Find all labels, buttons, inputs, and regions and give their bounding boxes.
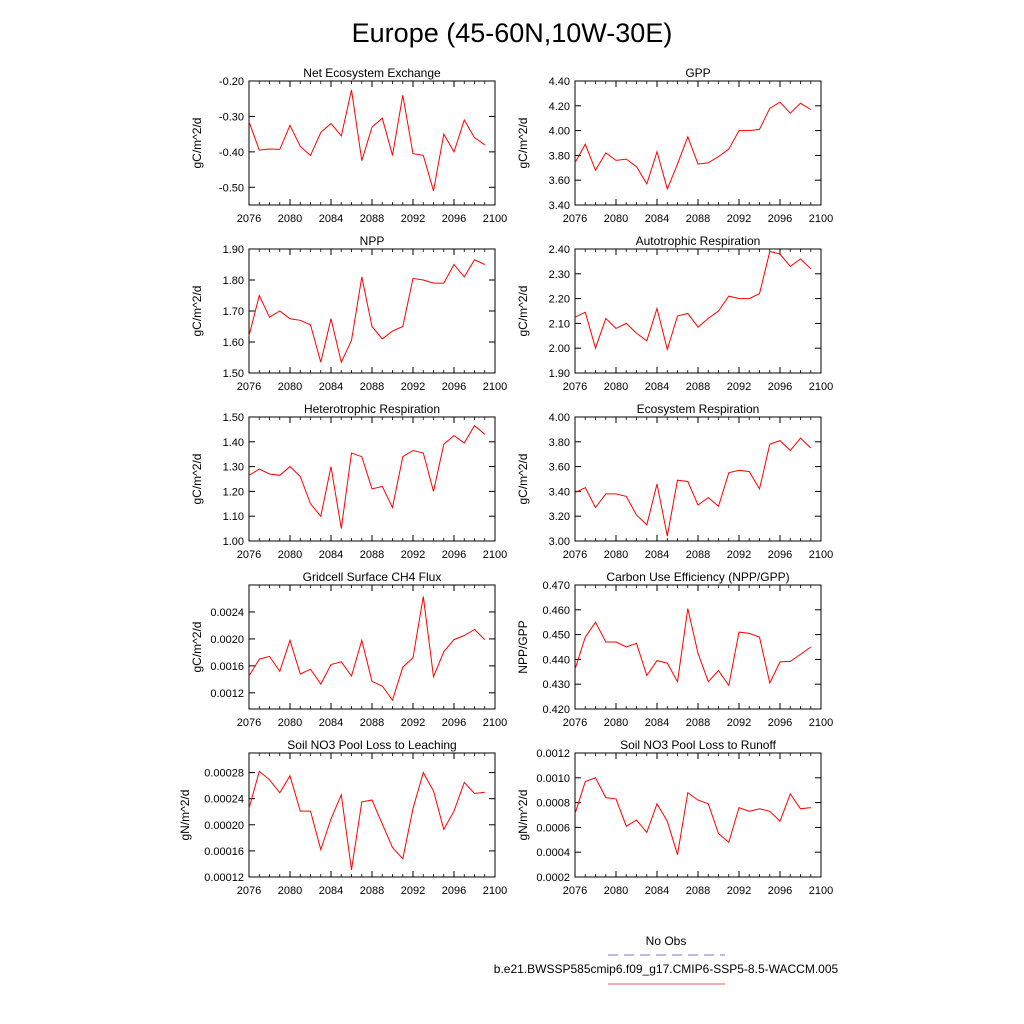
y-tick-label: 3.60	[548, 461, 570, 474]
plot-frame	[575, 249, 821, 373]
x-tick-label: 2088	[359, 381, 385, 393]
y-tick-label: 1.60	[222, 337, 244, 349]
x-tick-label: 2076	[562, 549, 588, 561]
x-tick-label: 2080	[603, 717, 629, 729]
x-tick-label: 2080	[603, 885, 629, 897]
x-tick-label: 2076	[562, 381, 588, 393]
x-tick-label: 2096	[441, 213, 467, 225]
x-tick-label: 2084	[318, 885, 344, 897]
series-line	[249, 260, 485, 362]
y-tick-label: 3.20	[548, 511, 570, 524]
y-axis-label: gC/m^2/d	[516, 285, 530, 337]
x-tick-label: 2100	[482, 885, 508, 897]
y-axis-label: gC/m^2/d	[516, 117, 530, 169]
plot-frame	[575, 585, 821, 709]
chart-panel-net-ecosystem-exchange	[190, 66, 507, 225]
series-line	[249, 597, 485, 701]
x-tick-label: 2096	[441, 717, 467, 729]
x-tick-label: 2100	[482, 381, 508, 393]
y-tick-label: 0.0006	[536, 822, 570, 835]
x-tick-label: 2076	[236, 549, 262, 561]
y-tick-label: 0.0004	[536, 847, 570, 860]
series-line	[575, 252, 811, 350]
panel-grid	[178, 66, 833, 897]
x-tick-label: 2084	[318, 549, 344, 561]
x-tick-label: 2076	[562, 717, 588, 729]
y-tick-label: 1.00	[222, 536, 244, 548]
x-tick-label: 2096	[441, 549, 467, 561]
plot-frame	[249, 81, 495, 205]
y-tick-label: 1.20	[222, 486, 244, 499]
x-tick-label: 2092	[726, 885, 752, 897]
y-axis-label: NPP/GPP	[516, 620, 530, 674]
chart-panel-carbon-use-efficiency-npp-gpp	[516, 570, 833, 729]
x-tick-label: 2096	[441, 381, 467, 393]
y-tick-label: 0.450	[542, 629, 570, 642]
x-tick-label: 2080	[277, 213, 303, 225]
y-tick-label: 0.460	[542, 604, 570, 617]
y-tick-label: 0.00016	[204, 845, 244, 858]
y-axis-label: gN/m^2/d	[516, 789, 530, 841]
x-tick-label: 2100	[482, 717, 508, 729]
x-tick-label: 2076	[562, 885, 588, 897]
y-tick-label: 1.90	[222, 244, 244, 256]
x-tick-label: 2100	[482, 549, 508, 561]
panel-title: Net Ecosystem Exchange	[303, 66, 441, 80]
panel-title: Autotrophic Respiration	[635, 234, 761, 248]
chart-panel-heterotrophic-respiration	[190, 402, 507, 561]
y-tick-label: 4.40	[548, 76, 570, 88]
y-tick-label: 0.0008	[536, 797, 570, 810]
plot-frame	[249, 249, 495, 373]
x-tick-label: 2092	[400, 717, 426, 729]
x-tick-label: 2100	[808, 549, 834, 561]
x-tick-label: 2076	[236, 885, 262, 897]
x-tick-label: 2092	[400, 213, 426, 225]
panel-title: Soil NO3 Pool Loss to Leaching	[287, 738, 457, 752]
y-tick-label: 2.10	[548, 318, 570, 331]
y-axis-label: gC/m^2/d	[516, 453, 530, 505]
chart-panel-gridcell-surface-ch4-flux	[190, 570, 507, 729]
y-tick-label: 3.60	[548, 175, 570, 188]
x-tick-label: 2100	[808, 381, 834, 393]
panel-title: Carbon Use Efficiency (NPP/GPP)	[606, 570, 790, 584]
y-tick-label: 1.10	[222, 511, 244, 524]
x-tick-label: 2080	[603, 213, 629, 225]
x-tick-label: 2096	[441, 885, 467, 897]
x-tick-label: 2080	[277, 717, 303, 729]
x-tick-label: 2092	[726, 549, 752, 561]
x-tick-label: 2088	[685, 381, 711, 393]
legend-label-no-obs: No Obs	[645, 934, 687, 948]
y-tick-label: 1.80	[222, 275, 244, 287]
panel-title: GPP	[685, 66, 711, 80]
y-tick-label: 0.0020	[210, 633, 244, 646]
y-tick-label: 2.40	[548, 244, 570, 256]
y-tick-label: 0.420	[542, 704, 570, 716]
x-tick-label: 2096	[767, 717, 793, 729]
y-tick-label: 1.70	[222, 306, 244, 318]
panel-title: Ecosystem Respiration	[636, 402, 760, 416]
y-tick-label: 0.0010	[536, 772, 570, 785]
y-tick-label: 0.0016	[210, 660, 244, 673]
y-tick-label: 0.0024	[210, 606, 244, 619]
series-line	[249, 90, 485, 191]
x-tick-label: 2088	[359, 885, 385, 897]
x-tick-label: 2080	[277, 885, 303, 897]
y-tick-label: 3.40	[548, 200, 570, 212]
x-tick-label: 2096	[767, 381, 793, 393]
x-tick-label: 2076	[236, 381, 262, 393]
x-tick-label: 2100	[808, 885, 834, 897]
y-tick-label: 3.00	[548, 536, 570, 548]
y-tick-label: 0.00028	[204, 767, 244, 780]
x-tick-label: 2084	[644, 885, 670, 897]
y-axis-label: gN/m^2/d	[178, 789, 192, 841]
x-tick-label: 2080	[603, 549, 629, 561]
y-tick-label: 0.430	[542, 679, 570, 692]
x-tick-label: 2092	[726, 213, 752, 225]
plot-frame	[249, 753, 495, 877]
y-tick-label: 2.20	[548, 293, 570, 306]
x-tick-label: 2096	[767, 885, 793, 897]
x-tick-label: 2084	[318, 717, 344, 729]
y-tick-label: 4.00	[548, 412, 570, 424]
x-tick-label: 2084	[644, 381, 670, 393]
x-tick-label: 2092	[400, 549, 426, 561]
x-tick-label: 2088	[685, 885, 711, 897]
y-tick-label: 3.80	[548, 436, 570, 449]
x-tick-label: 2088	[359, 213, 385, 225]
x-tick-label: 2084	[318, 213, 344, 225]
plot-frame	[575, 81, 821, 205]
y-tick-label: 1.30	[222, 461, 244, 474]
figure-title: Europe (45-60N,10W-30E)	[351, 18, 673, 48]
y-tick-label: 0.0012	[536, 748, 570, 760]
y-tick-label: 0.0002	[536, 872, 570, 884]
y-tick-label: 0.00012	[204, 872, 244, 884]
y-tick-label: 1.40	[222, 436, 244, 449]
x-tick-label: 2076	[562, 213, 588, 225]
legend-label-case: b.e21.BWSSP585cmip6.f09_g17.CMIP6-SSP5-8.5-WACCM.005	[493, 962, 839, 976]
y-axis-label: gC/m^2/d	[190, 285, 204, 337]
y-tick-label: 1.50	[222, 368, 244, 380]
series-line	[575, 609, 811, 686]
x-tick-label: 2088	[685, 717, 711, 729]
plot-frame	[249, 417, 495, 541]
y-tick-label: -0.50	[218, 182, 244, 195]
y-tick-label: 0.00020	[204, 819, 244, 832]
chart-panel-ecosystem-respiration	[516, 402, 833, 561]
panel-title: Gridcell Surface CH4 Flux	[302, 570, 442, 584]
y-tick-label: 4.00	[548, 125, 570, 138]
y-axis-label: gC/m^2/d	[190, 453, 204, 505]
x-tick-label: 2092	[400, 885, 426, 897]
chart-panel-soil-no3-pool-loss-to-runoff	[516, 738, 833, 897]
y-tick-label: 0.440	[542, 654, 570, 667]
x-tick-label: 2096	[767, 213, 793, 225]
x-tick-label: 2084	[644, 213, 670, 225]
x-tick-label: 2088	[359, 717, 385, 729]
chart-panel-soil-no3-pool-loss-to-leaching	[178, 738, 507, 897]
y-tick-label: 1.50	[222, 412, 244, 424]
y-tick-label: -0.40	[218, 146, 244, 159]
y-tick-label: 0.0012	[210, 687, 244, 700]
x-tick-label: 2084	[644, 717, 670, 729]
x-tick-label: 2080	[277, 381, 303, 393]
x-tick-label: 2088	[359, 549, 385, 561]
y-tick-label: -0.30	[218, 111, 244, 124]
x-tick-label: 2080	[603, 381, 629, 393]
x-tick-label: 2096	[767, 549, 793, 561]
series-line	[249, 771, 485, 870]
series-line	[575, 778, 811, 855]
panel-title: Soil NO3 Pool Loss to Runoff	[620, 738, 776, 752]
plot-frame	[249, 585, 495, 709]
y-axis-label: gC/m^2/d	[190, 117, 204, 169]
series-line	[575, 102, 811, 189]
x-tick-label: 2092	[726, 381, 752, 393]
y-tick-label: -0.20	[218, 76, 244, 88]
series-line	[575, 438, 811, 536]
y-axis-label: gC/m^2/d	[190, 621, 204, 673]
plot-frame	[575, 417, 821, 541]
chart-panel-autotrophic-respiration	[516, 234, 833, 393]
chart-panel-npp	[190, 234, 507, 393]
x-tick-label: 2100	[808, 213, 834, 225]
chart-panel-gpp	[516, 66, 833, 225]
x-tick-label: 2080	[277, 549, 303, 561]
y-tick-label: 4.20	[548, 100, 570, 113]
y-tick-label: 1.90	[548, 368, 570, 380]
series-line	[249, 426, 485, 529]
y-tick-label: 3.80	[548, 150, 570, 163]
x-tick-label: 2100	[482, 213, 508, 225]
y-tick-label: 2.30	[548, 268, 570, 281]
x-tick-label: 2092	[726, 717, 752, 729]
y-tick-label: 3.40	[548, 486, 570, 499]
panel-title: NPP	[359, 234, 385, 248]
x-tick-label: 2084	[644, 549, 670, 561]
panel-title: Heterotrophic Respiration	[303, 402, 441, 416]
legend	[494, 934, 839, 984]
x-tick-label: 2076	[236, 213, 262, 225]
x-tick-label: 2088	[685, 549, 711, 561]
y-tick-label: 2.00	[548, 343, 570, 356]
x-tick-label: 2076	[236, 717, 262, 729]
x-tick-label: 2084	[318, 381, 344, 393]
x-tick-label: 2092	[400, 381, 426, 393]
plot-frame	[575, 753, 821, 877]
x-tick-label: 2088	[685, 213, 711, 225]
y-tick-label: 0.470	[542, 580, 570, 592]
y-tick-label: 0.00024	[204, 793, 244, 806]
x-tick-label: 2100	[808, 717, 834, 729]
